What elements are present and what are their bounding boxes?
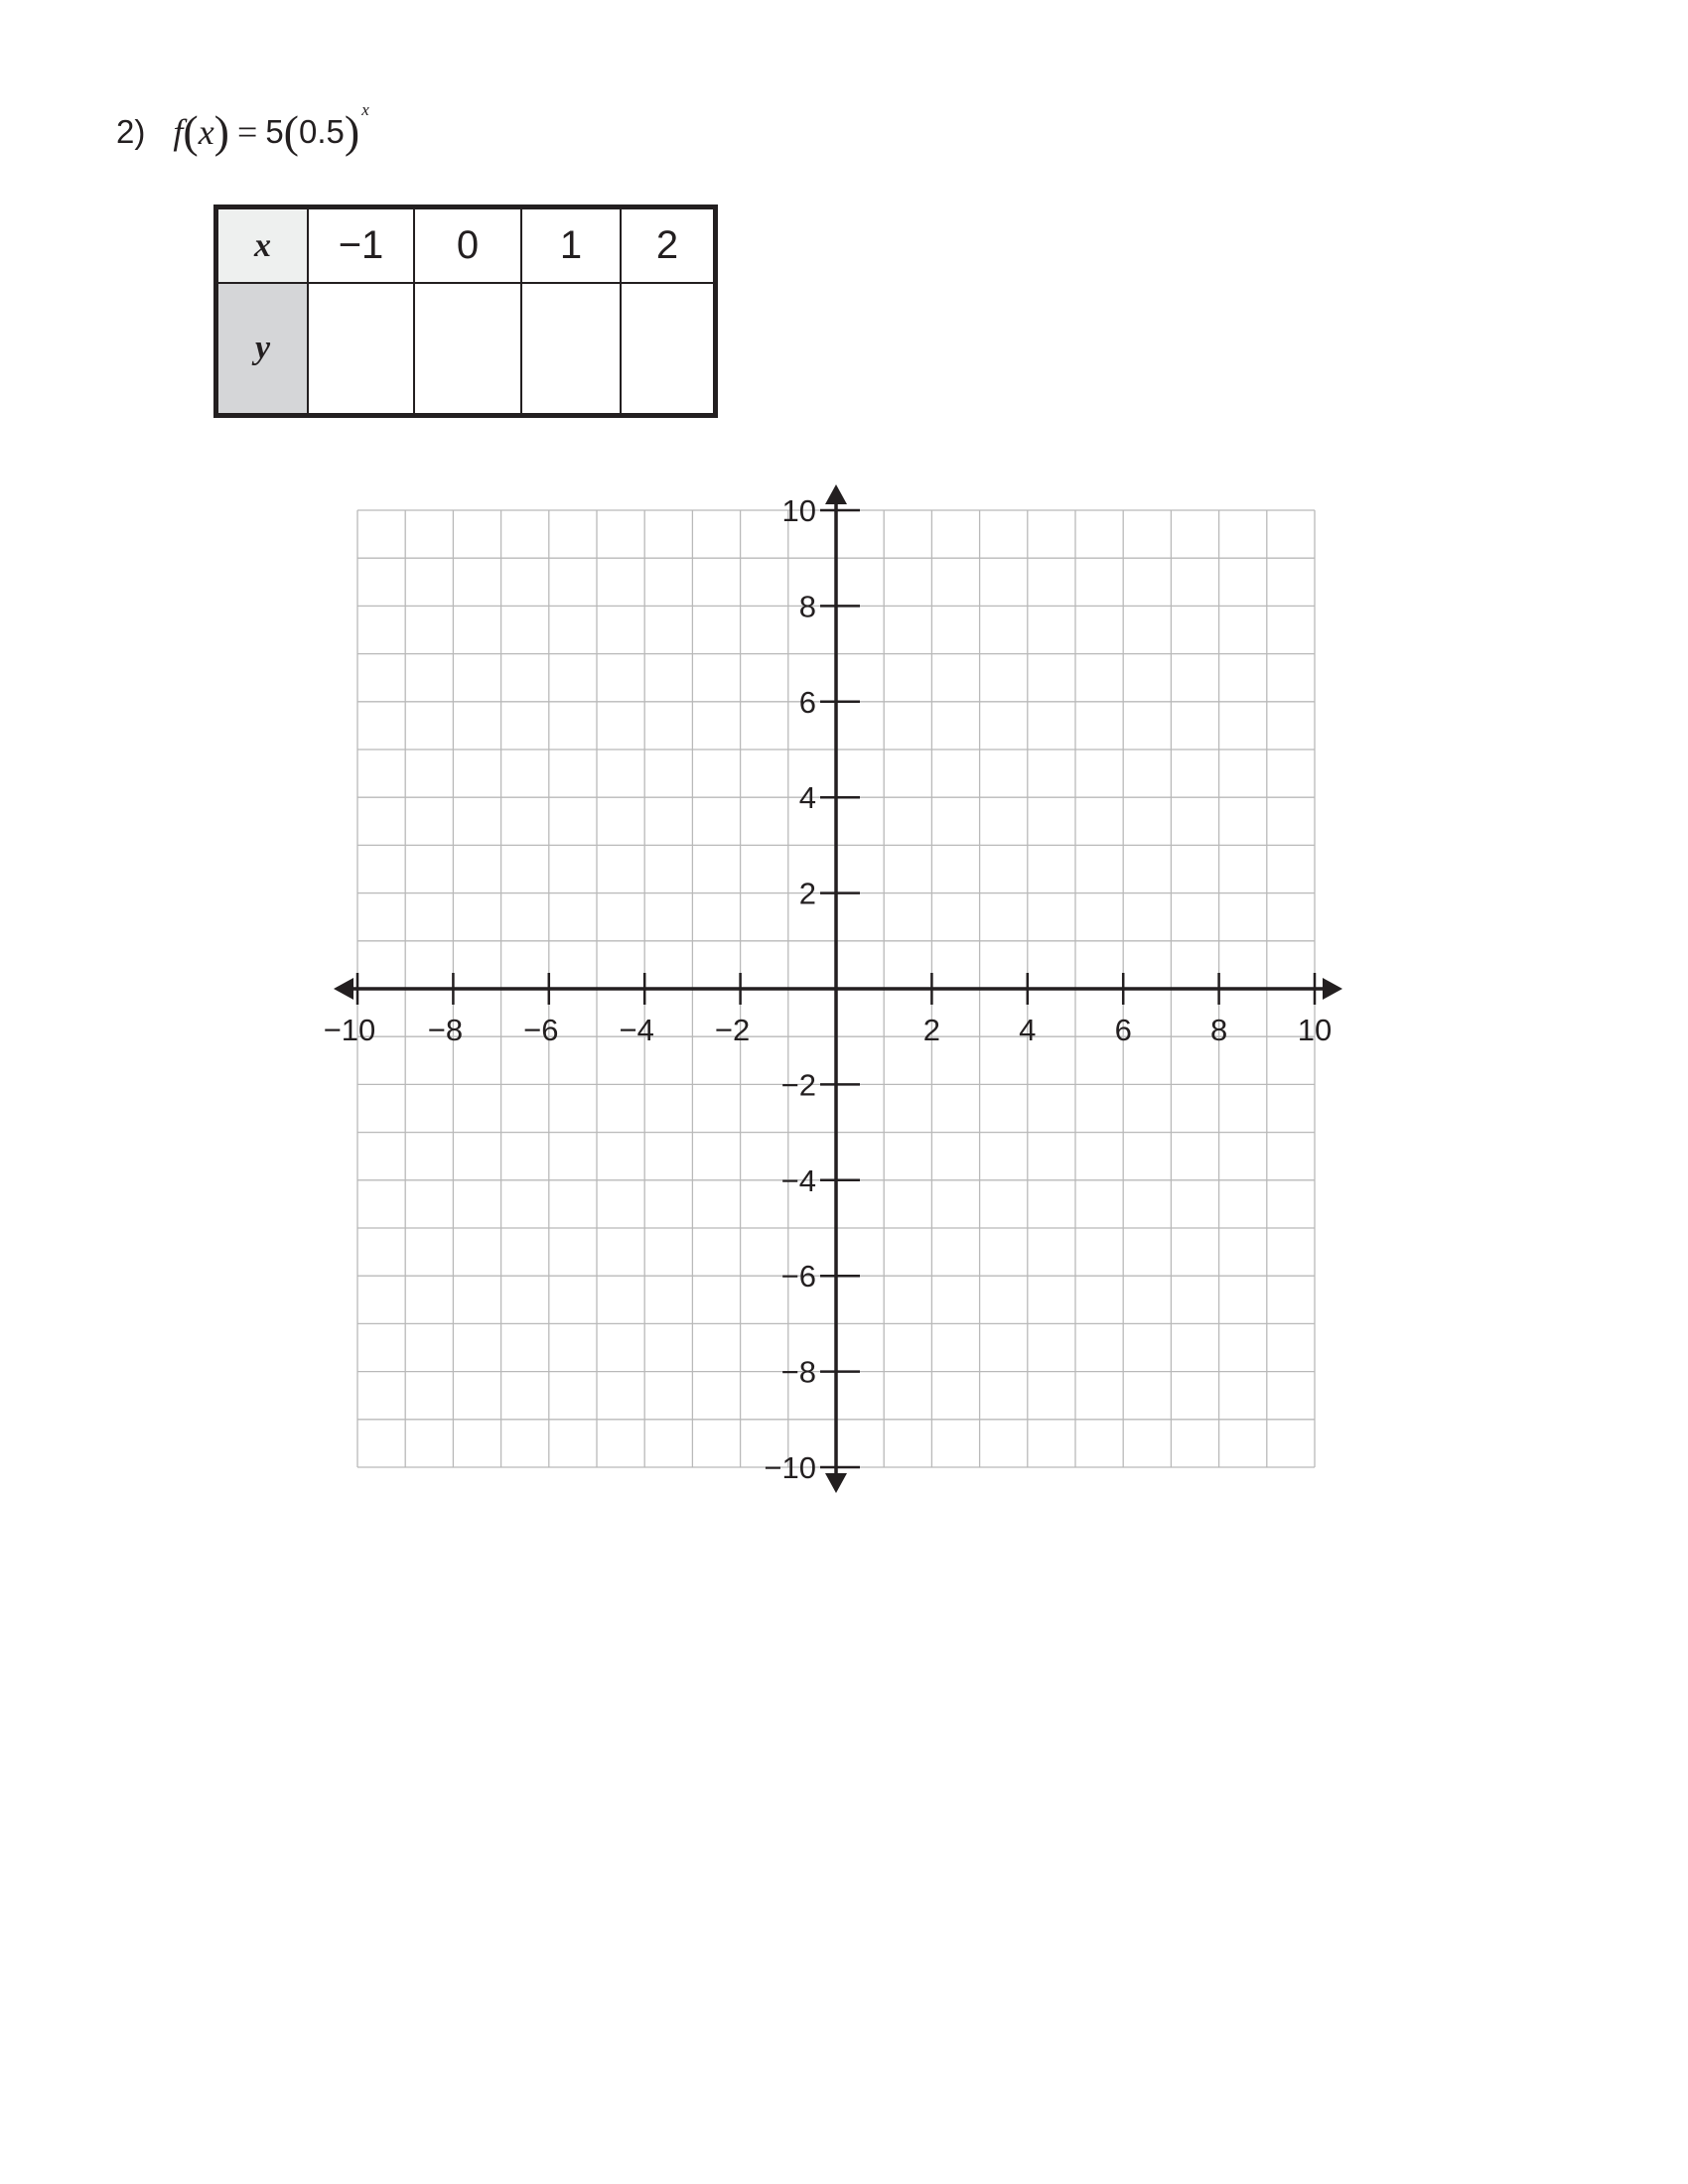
y-tick-label: −4 [780, 1162, 816, 1198]
x-tick-label: 4 [1019, 1013, 1037, 1047]
open-paren: ( [183, 106, 199, 157]
function-variable: x [198, 112, 214, 152]
y-tick-label: 4 [798, 780, 816, 816]
equals-sign: = [237, 112, 258, 152]
x-tick-label: −4 [619, 1013, 654, 1047]
y-tick-label: 8 [798, 589, 816, 624]
base-close-paren: ) [344, 106, 360, 157]
x-tick-label: 10 [1297, 1013, 1333, 1047]
x-axis-right-arrow-icon [1323, 978, 1342, 1000]
x-value-cell: 0 [414, 207, 521, 284]
x-tick-label: 8 [1209, 1013, 1228, 1047]
x-value-cell: −1 [308, 207, 414, 284]
y-header: y [216, 283, 309, 416]
y-axis-up-arrow-icon [825, 484, 847, 504]
y-tick-label: 10 [781, 493, 816, 528]
y-tick-label: 2 [798, 876, 816, 911]
function-name: f [173, 112, 184, 152]
coefficient: 5 [265, 113, 284, 150]
y-tick-label: 6 [798, 684, 816, 720]
y-tick-label: −8 [780, 1354, 816, 1390]
x-tick-label: −8 [427, 1013, 464, 1047]
x-value-cell: 2 [621, 207, 716, 284]
x-value-cell: 1 [521, 207, 621, 284]
close-paren: ) [213, 106, 229, 157]
base: 0.5 [299, 113, 345, 150]
x-tick-label: 6 [1114, 1013, 1132, 1047]
x-tick-label: 2 [922, 1013, 941, 1047]
y-axis-down-arrow-icon [825, 1473, 847, 1493]
x-tick-label: −10 [323, 1013, 376, 1047]
x-tick-label: −6 [523, 1013, 559, 1047]
x-axis-left-arrow-icon [334, 978, 353, 1000]
y-tick-label: −6 [780, 1259, 816, 1295]
problem-number: 2) [116, 113, 146, 150]
y-tick-label: −2 [780, 1067, 816, 1103]
x-header: x [216, 207, 309, 284]
base-open-paren: ( [283, 106, 299, 157]
y-tick-label: −10 [764, 1450, 816, 1485]
exponent: x [361, 100, 369, 119]
x-tick-label: −2 [714, 1013, 751, 1047]
